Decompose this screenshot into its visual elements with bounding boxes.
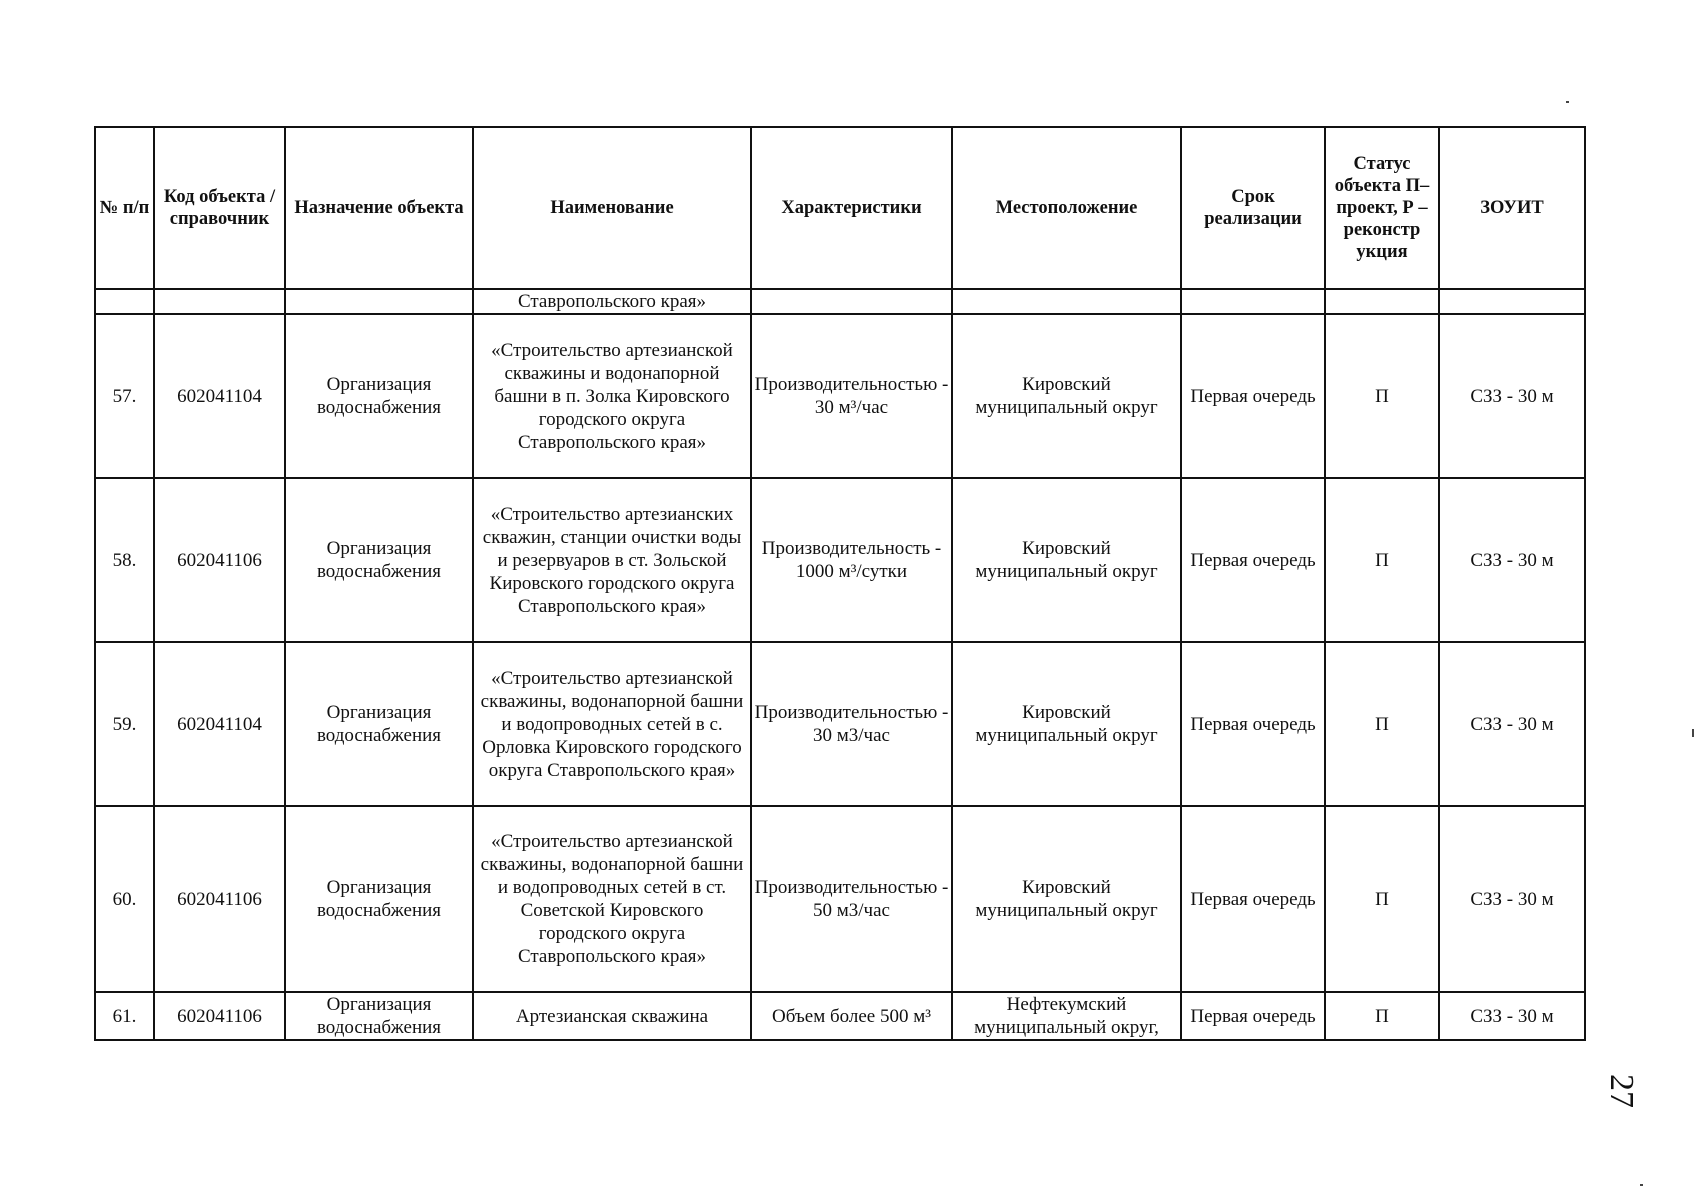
row-zone: СЗЗ - 30 м — [1439, 314, 1585, 478]
row-purpose: Организация водоснабжения — [285, 478, 473, 642]
row-location: Кировский муниципальный округ — [952, 314, 1181, 478]
row-term: Первая очередь — [1181, 806, 1325, 992]
row-status: П — [1325, 642, 1439, 806]
empty-cell — [154, 289, 285, 314]
row-name: «Строительство артезианской скважины, водонапорной башни и водопроводных сетей в с. Орловка Кировского городского округа Ставропольского края» — [473, 642, 751, 806]
row-zone: СЗЗ - 30 м — [1439, 992, 1585, 1040]
header-row — [95, 127, 1585, 289]
row-num: 61. — [95, 992, 154, 1040]
header-purpose: Назначение объекта — [285, 127, 473, 289]
row-code: 602041106 — [154, 992, 285, 1040]
header-status: Статус объекта П– проект, Р – реконстр укция — [1325, 127, 1439, 289]
table-row — [95, 478, 1585, 642]
row-num: 58. — [95, 478, 154, 642]
row-characteristics: Производительностью - 50 м3/час — [751, 806, 952, 992]
header-name: Наименование — [473, 127, 751, 289]
empty-cell — [751, 289, 952, 314]
page-number: 27 — [1603, 1074, 1640, 1108]
row-characteristics: Производительностью - 30 м3/час — [751, 642, 952, 806]
row-name: «Строительство артезианской скважины, водонапорной башни и водопроводных сетей в ст. Советской Кировского городского округа Ставропольского края» — [473, 806, 751, 992]
table-row — [95, 992, 1585, 1040]
row-name: «Строительство артезианских скважин, станции очистки воды и резервуаров в ст. Зольской Кировского городского округа Ставропольского края» — [473, 478, 751, 642]
empty-cell — [1325, 289, 1439, 314]
row-purpose: Организация водоснабжения — [285, 992, 473, 1040]
row-location: Нефтекумский муниципальный округ, — [952, 992, 1181, 1040]
row-status: П — [1325, 806, 1439, 992]
row-location: Кировский муниципальный округ — [952, 806, 1181, 992]
scan-dot — [1640, 1184, 1643, 1186]
row-num: 59. — [95, 642, 154, 806]
row-num: 60. — [95, 806, 154, 992]
empty-cell — [1181, 289, 1325, 314]
row-characteristics: Производительностью - 30 м³/час — [751, 314, 952, 478]
row-code: 602041104 — [154, 642, 285, 806]
row-term: Первая очередь — [1181, 314, 1325, 478]
table-row — [95, 314, 1585, 478]
continuation-row — [95, 289, 1585, 314]
row-status: П — [1325, 478, 1439, 642]
row-status: П — [1325, 992, 1439, 1040]
row-code: 602041106 — [154, 806, 285, 992]
header-num: № п/п — [95, 127, 154, 289]
row-zone: СЗЗ - 30 м — [1439, 642, 1585, 806]
row-location: Кировский муниципальный округ — [952, 478, 1181, 642]
row-purpose: Организация водоснабжения — [285, 314, 473, 478]
row-code: 602041106 — [154, 478, 285, 642]
row-term: Первая очередь — [1181, 992, 1325, 1040]
continuation-name: Ставропольского края» — [473, 289, 751, 314]
scan-dot — [1566, 101, 1569, 103]
row-characteristics: Производительность - 1000 м³/сутки — [751, 478, 952, 642]
row-status: П — [1325, 314, 1439, 478]
empty-cell — [285, 289, 473, 314]
row-code: 602041104 — [154, 314, 285, 478]
row-name: «Строительство артезианской скважины и водонапорной башни в п. Золка Кировского городского округа Ставропольского края» — [473, 314, 751, 478]
header-characteristics: Характеристики — [751, 127, 952, 289]
row-num: 57. — [95, 314, 154, 478]
row-purpose: Организация водоснабжения — [285, 642, 473, 806]
row-zone: СЗЗ - 30 м — [1439, 806, 1585, 992]
header-zone: ЗОУИТ — [1439, 127, 1585, 289]
row-characteristics: Объем более 500 м³ — [751, 992, 952, 1040]
header-code: Код объекта / справочник — [154, 127, 285, 289]
row-location: Кировский муниципальный округ — [952, 642, 1181, 806]
header-term: Срок реализации — [1181, 127, 1325, 289]
empty-cell — [952, 289, 1181, 314]
row-zone: СЗЗ - 30 м — [1439, 478, 1585, 642]
row-term: Первая очередь — [1181, 478, 1325, 642]
row-purpose: Организация водоснабжения — [285, 806, 473, 992]
table-row — [95, 806, 1585, 992]
table-row — [95, 642, 1585, 806]
row-name: Артезианская скважина — [473, 992, 751, 1040]
header-location: Местоположение — [952, 127, 1181, 289]
empty-cell — [1439, 289, 1585, 314]
empty-cell — [95, 289, 154, 314]
objects-table — [94, 126, 1586, 1041]
scan-dot — [1692, 729, 1694, 737]
row-term: Первая очередь — [1181, 642, 1325, 806]
